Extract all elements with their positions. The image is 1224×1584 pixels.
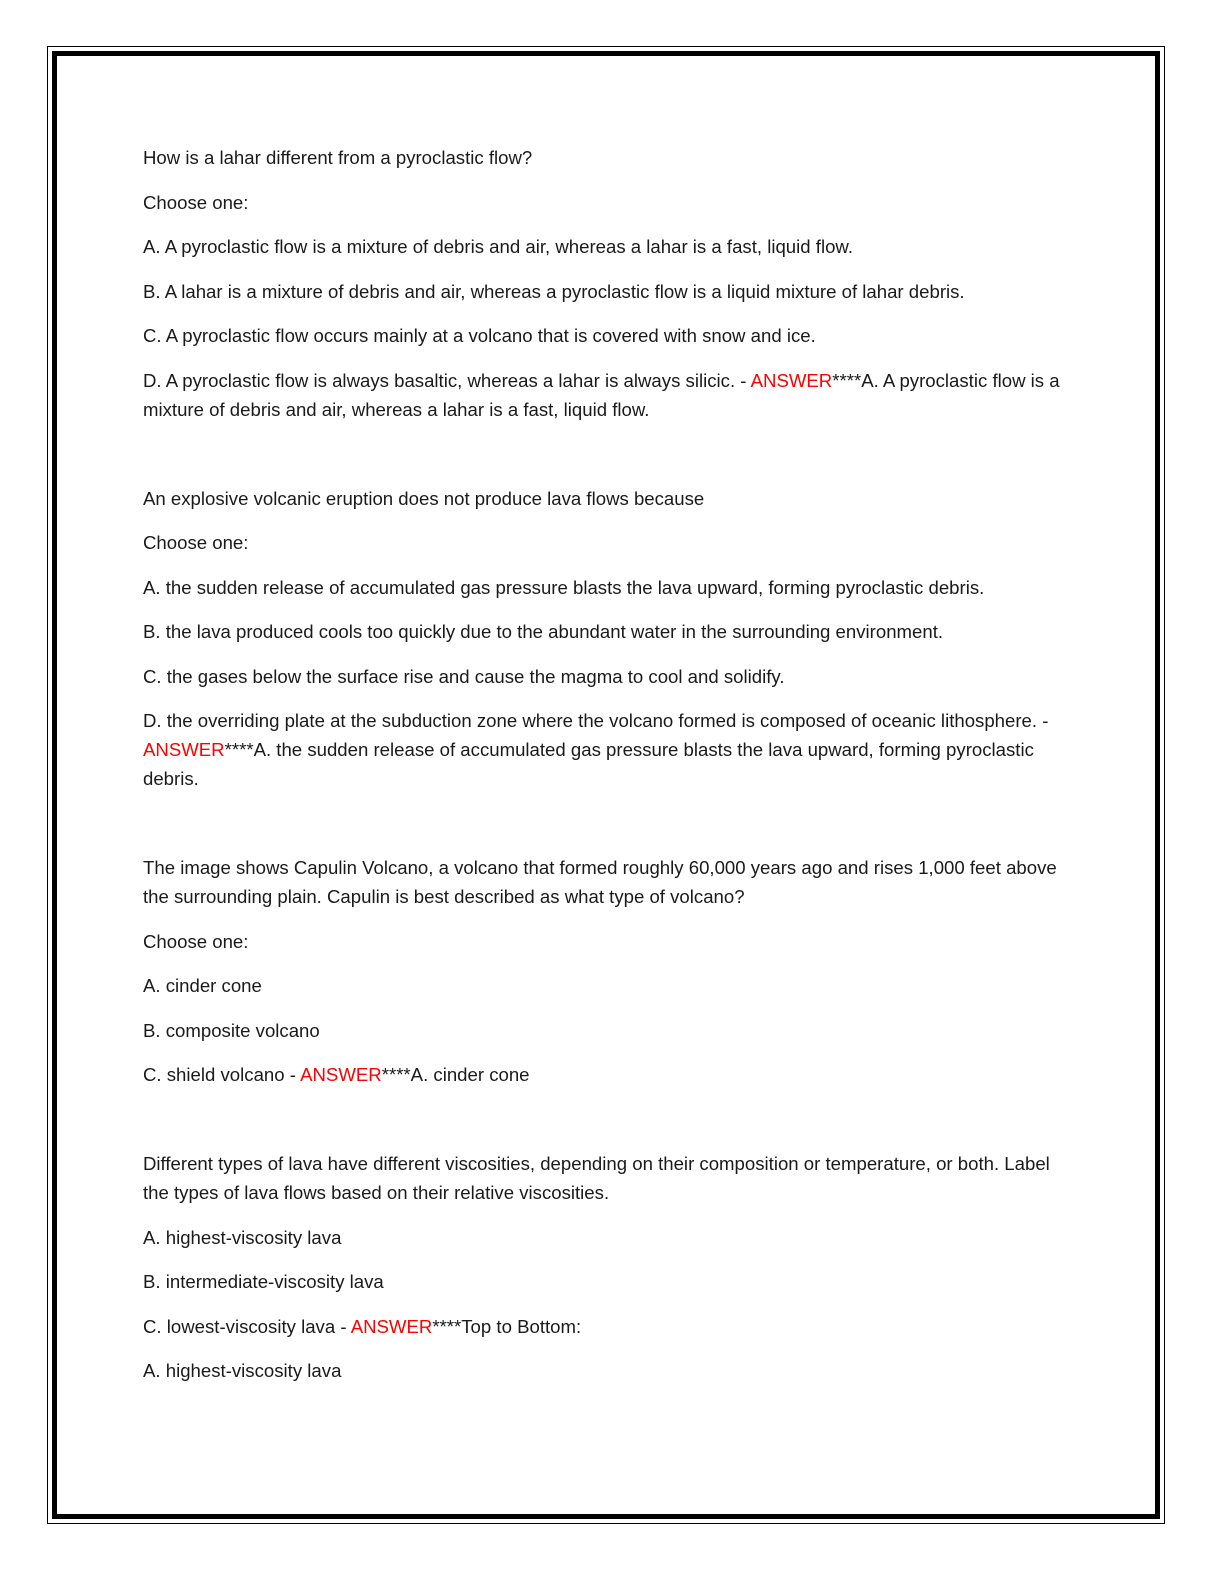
question-prompt: Different types of lava have different viscosities, depending on their composition or temperature, or both. Label the types of lava flows based on their relative viscosities. xyxy=(143,1153,1050,1203)
option-d-with-answer xyxy=(143,366,1068,424)
document-content xyxy=(143,143,1068,1445)
answer-text: ****A. A pyroclastic flow is a mixture of debris and air, whereas a lahar is a fast, liquid flow. xyxy=(143,369,1060,420)
question-1 xyxy=(143,143,1068,424)
answer-tag: ANSWER xyxy=(350,1315,433,1337)
option-b: B. the lava produced cools too quickly due to the abundant water in the surrounding environment. xyxy=(143,621,944,642)
question-prompt: The image shows Capulin Volcano, a volcano that formed roughly 60,000 years ago and rises 1,000 feet above the surrounding plain. Capulin is best described as what type of volcano? xyxy=(143,857,1057,907)
option-b: B. composite volcano xyxy=(143,1019,320,1041)
answer-followup: A. highest-viscosity lava xyxy=(143,1360,342,1381)
option-d: D. A pyroclastic flow is always basaltic, whereas a lahar is always silicic. - xyxy=(143,369,751,391)
option-c: C. lowest-viscosity lava - xyxy=(143,1315,351,1337)
option-c-with-answer xyxy=(143,1060,1068,1089)
option-a: A. cinder cone xyxy=(143,975,262,996)
answer-text: ****A. the sudden release of accumulated gas pressure blasts the lava upward, forming pyroclastic debris. xyxy=(143,739,1034,789)
option-c: C. A pyroclastic flow occurs mainly at a volcano that is covered with snow and ice. xyxy=(143,325,816,346)
question-prompt: An explosive volcanic eruption does not produce lava flows because xyxy=(143,487,705,509)
question-instruction: Choose one: xyxy=(143,532,249,553)
answer-tag: ANSWER xyxy=(143,739,225,760)
option-a: A. the sudden release of accumulated gas pressure blasts the lava upward, forming pyroclastic debris. xyxy=(143,576,985,598)
question-3 xyxy=(143,853,1068,1089)
question-2 xyxy=(143,484,1068,794)
option-b: B. intermediate-viscosity lava xyxy=(143,1271,384,1292)
answer-text: ****Top to Bottom: xyxy=(432,1315,582,1337)
question-prompt: How is a lahar different from a pyroclastic flow? xyxy=(143,147,533,168)
answer-tag: ANSWER xyxy=(300,1064,382,1085)
option-d-with-answer xyxy=(143,706,1068,793)
option-a: A. highest-viscosity lava xyxy=(143,1226,342,1248)
option-c: C. shield volcano - xyxy=(143,1064,301,1085)
question-4 xyxy=(143,1149,1068,1385)
question-instruction: Choose one: xyxy=(143,930,249,952)
option-b: B. A lahar is a mixture of debris and air, whereas a pyroclastic flow is a liquid mixture of lahar debris. xyxy=(143,280,965,302)
answer-tag: ANSWER xyxy=(750,369,833,391)
question-instruction: Choose one: xyxy=(143,191,249,213)
option-a: A. A pyroclastic flow is a mixture of debris and air, whereas a lahar is a fast, liquid flow. xyxy=(143,236,853,257)
answer-text: ****A. cinder cone xyxy=(381,1064,530,1085)
option-c: C. the gases below the surface rise and cause the magma to cool and solidify. xyxy=(143,665,785,687)
option-c-with-answer xyxy=(143,1312,1068,1341)
option-d: D. the overriding plate at the subduction zone where the volcano formed is composed of oceanic lithosphere. - xyxy=(143,710,1049,731)
